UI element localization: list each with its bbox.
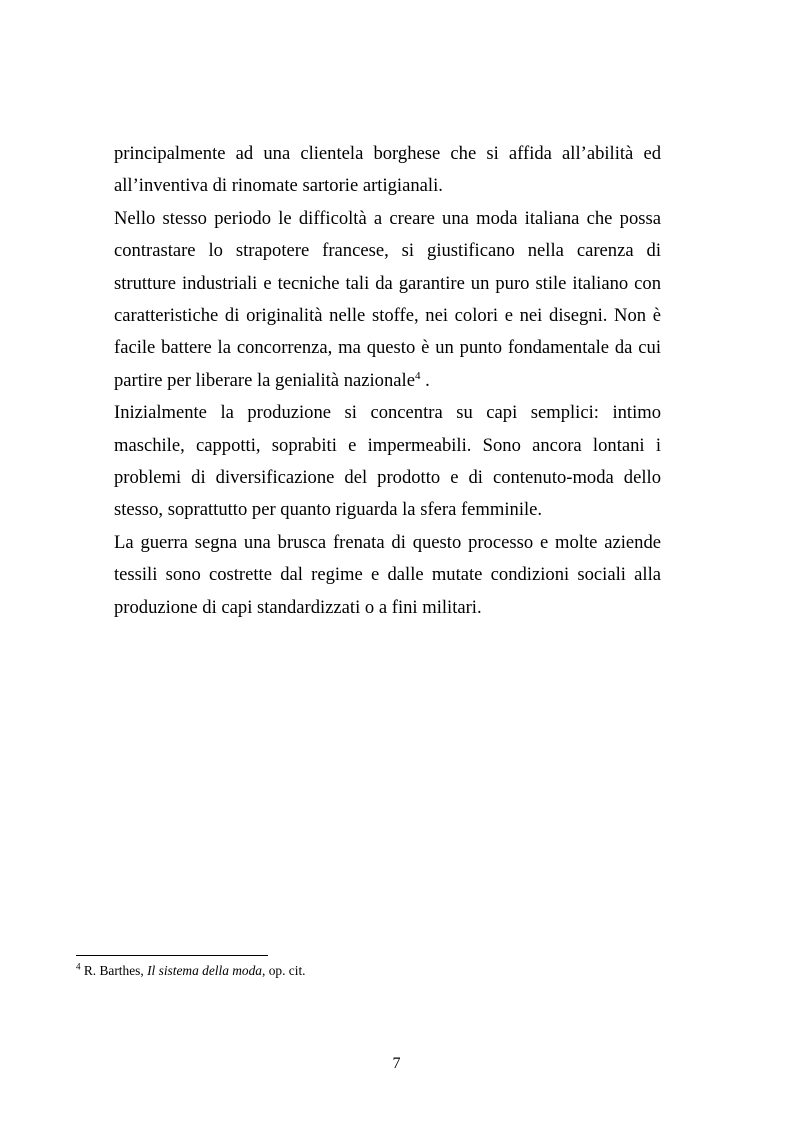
footnote-rest: , op. cit. — [262, 963, 306, 978]
body-text — [114, 138, 661, 624]
paragraph-4: La guerra segna una brusca frenata di questo processo e molte aziende tessili sono costrette dal regime e dalle mutate condizioni sociali alla produzione di capi standardizzati o a fini militari. — [114, 531, 661, 618]
footnote-separator — [76, 955, 268, 956]
paragraph-2 — [114, 203, 661, 397]
footnote-number: 4 — [76, 961, 81, 972]
footnote-title: Il sistema della moda — [147, 963, 263, 978]
footnote — [76, 962, 306, 980]
paragraph-1: principalmente ad una clientela borghese che si affida all’abilità ed all’inventiva di rinomate sartorie artigianali. — [114, 143, 661, 197]
paragraph-2-text: Nello stesso periodo le difficoltà a creare una moda italiana che possa contrastare lo strapotere francese, si giustificano nella carenza di strutture industriali e tecniche tali da garantire un puro stile italiano con caratteristiche di originalità nelle stoffe, nei colori e nei disegni. Non è facile battere la concorrenza, ma questo è un punto fondamentale da cui partire per liberare la genialità nazionale — [114, 207, 661, 391]
page-number: 7 — [392, 1055, 401, 1072]
footnote-reference[interactable]: 4 — [414, 369, 421, 382]
paragraph-2-end: . — [420, 369, 430, 391]
footnote-author: R. Barthes, — [80, 963, 148, 978]
paragraph-3: Inizialmente la produzione si concentra su capi semplici: intimo maschile, cappotti, soprabiti e impermeabili. Sono ancora lontani i problemi di diversificazione del prodotto e di contenuto-moda dello stesso, soprattutto per quanto riguarda la sfera femminile. — [114, 402, 661, 521]
